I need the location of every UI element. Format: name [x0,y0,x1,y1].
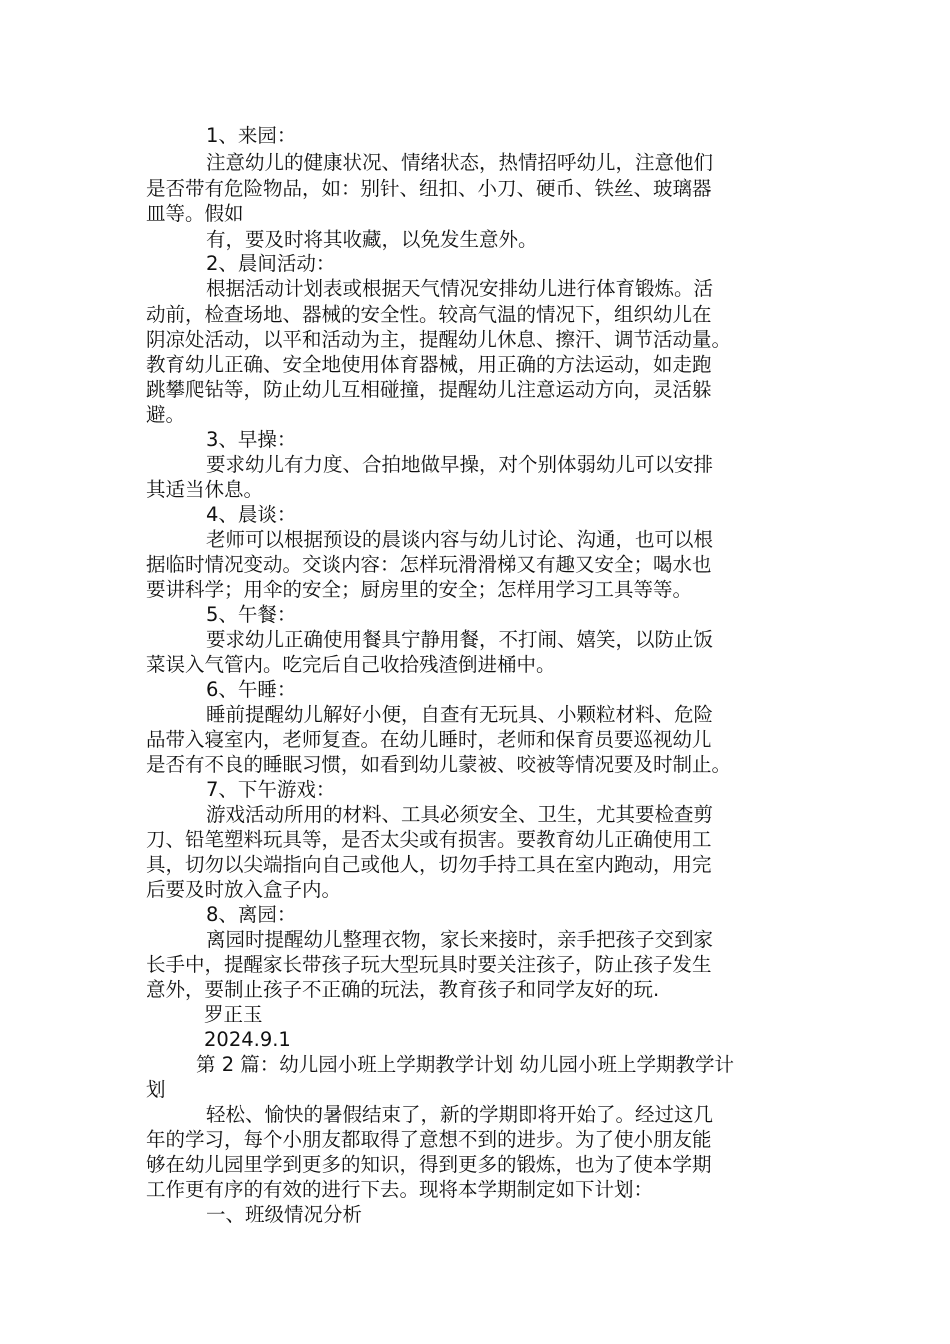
paragraph-line: 具，切勿以尖端指向自己或他人，切勿手持工具在室内跑动，用完 [146,853,712,876]
paragraph-line: 老师可以根据预设的晨谈内容与幼儿讨论、沟通，也可以根 [206,528,714,551]
paragraph-line: 要求幼儿有力度、合拍地做早操，对个别体弱幼儿可以安排 [206,453,714,476]
section-heading-nap: 6、午睡： [206,678,297,701]
paragraph-line: 够在幼儿园里学到更多的知识，得到更多的锻炼，也为了使本学期 [146,1153,712,1176]
chapter-heading-continued: 划 [146,1078,166,1101]
paragraph-line: 其适当休息。 [146,478,264,501]
chapter-heading: 第 2 篇：幼儿园小班上学期教学计划 幼儿园小班上学期教学计 [196,1053,735,1076]
paragraph-line: 后要及时放入盒子内。 [146,878,342,901]
paragraph-line: 工作更有序的有效的进行下去。现将本学期制定如下计划： [146,1178,654,1201]
paragraph-line: 动前，检查场地、器械的安全性。较高气温的情况下，组织幼儿在 [146,303,712,326]
paragraph-line: 是否带有危险物品，如：别针、纽扣、小刀、硬币、铁丝、玻璃器 [146,177,712,200]
paragraph-line: 菜误入气管内。吃完后自己收拾残渣倒进桶中。 [146,653,556,676]
paragraph-line: 轻松、愉快的暑假结束了，新的学期即将开始了。经过这几 [206,1103,714,1126]
paragraph-line: 意外，要制止孩子不正确的玩法，教育孩子和同学友好的玩. [146,978,660,1001]
section-heading-morning-activity: 2、晨间活动： [206,252,336,275]
section-heading-morning-exercise: 3、早操： [206,428,297,451]
paragraph-line: 据临时情况变动。交谈内容：怎样玩滑滑梯又有趣又安全；喝水也 [146,553,712,576]
paragraph-line: 品带入寝室内，老师复查。在幼儿睡时，老师和保育员要巡视幼儿 [146,728,712,751]
paragraph-line: 阴凉处活动，以平和活动为主，提醒幼儿休息、擦汗、调节活动量。 [146,328,732,351]
paragraph-line: 年的学习，每个小朋友都取得了意想不到的进步。为了使小朋友能 [146,1128,712,1151]
paragraph-line: 根据活动计划表或根据天气情况安排幼儿进行体育锻炼。活 [206,277,714,300]
paragraph-line: 注意幼儿的健康状况、情绪状态，热情招呼幼儿，注意他们 [206,151,714,174]
document-date: 2024.9.1 [204,1028,291,1051]
paragraph-line: 离园时提醒幼儿整理衣物，家长来接时，亲手把孩子交到家 [206,928,714,951]
paragraph-line: 游戏活动所用的材料、工具必须安全、卫生，尤其要检查剪 [206,803,714,826]
paragraph-line: 皿等。假如 [146,202,244,225]
paragraph-line: 刀、铅笔塑料玩具等，是否太尖或有损害。要教育幼儿正确使用工 [146,828,712,851]
section-heading-departure: 8、离园： [206,903,297,926]
paragraph-line: 长手中，提醒家长带孩子玩大型玩具时要关注孩子，防止孩子发生 [146,953,712,976]
paragraph-line: 教育幼儿正确、安全地使用体育器械，用正确的方法运动，如走跑 [146,353,712,376]
paragraph-line: 避。 [146,403,186,426]
section-heading-arrival: 1、来园： [206,124,297,147]
section-heading-class-analysis: 一、班级情况分析 [206,1203,363,1226]
paragraph-line: 要求幼儿正确使用餐具宁静用餐，不打闹、嬉笑，以防止饭 [206,628,714,651]
author-name: 罗正玉 [204,1003,263,1026]
paragraph-line: 要讲科学；用伞的安全；厨房里的安全；怎样用学习工具等等。 [146,578,693,601]
section-heading-morning-talk: 4、晨谈： [206,503,297,526]
section-heading-afternoon-games: 7、下午游戏： [206,778,336,801]
paragraph-line: 是否有不良的睡眠习惯，如看到幼儿蒙被、咬被等情况要及时制止。 [146,753,732,776]
paragraph-line: 有，要及时将其收藏，以免发生意外。 [206,228,538,251]
paragraph-line: 睡前提醒幼儿解好小便，自查有无玩具、小颗粒材料、危险 [206,703,714,726]
paragraph-line: 跳攀爬钻等，防止幼儿互相碰撞，提醒幼儿注意运动方向，灵活躲 [146,378,712,401]
section-heading-lunch: 5、午餐： [206,603,297,626]
